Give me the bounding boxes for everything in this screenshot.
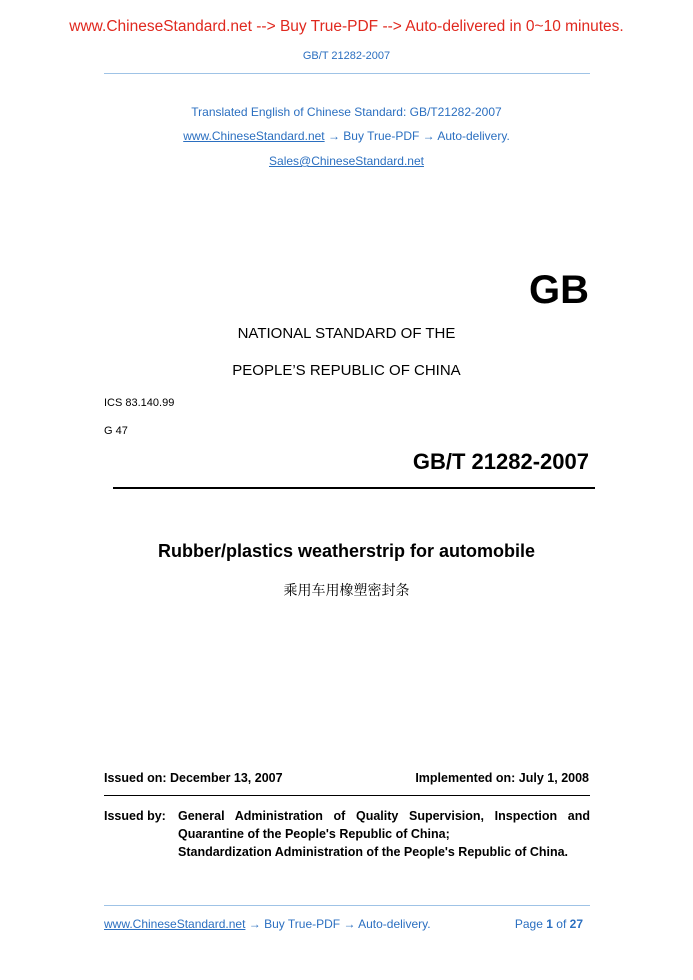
promo-banner[interactable]: www.ChineseStandard.net --> Buy True-PDF --> Auto-delivered in 0~10 minutes.: [69, 18, 624, 35]
of-label: of: [556, 917, 567, 931]
implemented-on: Implemented on: July 1, 2008: [415, 771, 589, 785]
footer-site-link[interactable]: www.ChineseStandard.net: [104, 917, 246, 931]
national-standard-line1: NATIONAL STANDARD OF THE: [237, 325, 456, 342]
sales-email-line: [0, 154, 693, 168]
header-standard-code: GB/T 21282-2007: [302, 50, 391, 62]
issued-by-block: [104, 807, 590, 861]
page-indicator: [515, 917, 583, 931]
page-number: 1: [546, 917, 553, 931]
translated-line: Translated English of Chinese Standard: GB/T21282-2007: [191, 105, 502, 119]
header-divider: [104, 73, 590, 74]
standard-number: GB/T 21282-2007: [412, 449, 589, 474]
issued-on: Issued on: December 13, 2007: [104, 771, 283, 785]
ccs-code: G 47: [104, 425, 128, 437]
title-divider: [113, 487, 595, 489]
national-standard-line2: PEOPLE’S REPUBLIC OF CHINA: [232, 362, 461, 379]
footer-link-line: [104, 917, 431, 931]
issue-divider: [104, 795, 590, 796]
site-link[interactable]: www.ChineseStandard.net: [183, 129, 325, 143]
purchase-text: → Buy True-PDF → Auto-delivery.: [324, 129, 510, 143]
footer-purchase-text: → Buy True-PDF → Auto-delivery.: [245, 917, 431, 931]
issuer-aqsiq: General Administration of Quality Supervision, Inspection and Quarantine of the People's Republic of China;: [178, 809, 590, 841]
sales-email-link[interactable]: Sales@ChineseStandard.net: [269, 154, 424, 168]
title-english: Rubber/plastics weatherstrip for automobile: [157, 541, 536, 561]
page-total: 27: [569, 917, 583, 931]
ics-code: ICS 83.140.99: [104, 397, 175, 409]
page-label: Page: [514, 917, 543, 931]
purchase-link-line: [0, 129, 693, 143]
issued-by-label: Issued by:: [104, 809, 166, 823]
footer-divider: [104, 905, 590, 906]
issuer-sac: Standardization Administration of the People's Republic of China.: [178, 845, 569, 859]
title-chinese: 乘用车用橡塑密封条: [283, 582, 410, 598]
gb-mark: GB: [529, 268, 589, 312]
